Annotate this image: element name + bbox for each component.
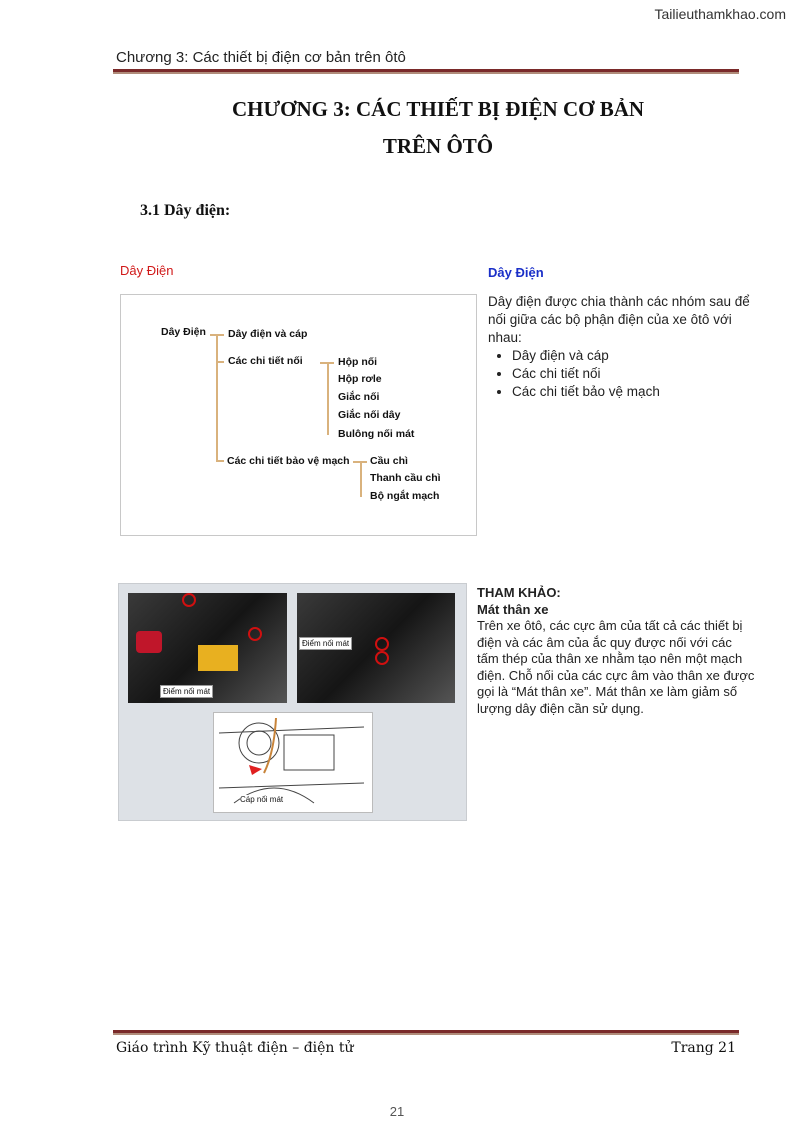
footer-title: Giáo trình Kỹ thuật điện – điện tử [116,1040,354,1056]
tree-line [216,361,224,363]
body-ground-description [477,585,757,717]
tree-node: Thanh cầu chì [370,472,441,484]
chapter-title-line1: CHƯƠNG 3: CÁC THIẾT BỊ ĐIỆN CƠ BẢN [231,97,645,121]
tree-node: Hộp rơle [338,373,382,385]
wire-description [488,264,758,401]
line-drawing-icon [214,713,372,812]
reference-subheading: Mát thân xe [477,601,549,617]
battery-label [198,645,238,671]
reference-text: Trên xe ôtô, các cực âm của tất cả các thiết bị điện và các âm của ắc quy được nối với các tấm thép của thân xe nhằm tạo nên một mạch điện. Chỗ nối của các cực âm vào thân xe được gọi là “Mát thân xe”. Mát thân xe làm giảm số lượng dây điện cần sử dụng. [477,618,755,716]
tree-node: Bulông nối mát [338,428,415,440]
tree-node: Giắc nối dây [338,409,401,421]
tree-line [216,460,224,462]
tree-line [216,334,218,461]
tree-node: Cầu chì [370,455,408,467]
tree-root: Dây Điện [161,326,206,338]
section-heading: 3.1 Dây điện: [140,202,231,219]
tree-node: Bộ ngắt mạch [370,490,440,502]
tree-node: Các chi tiết bảo vệ mạch [227,455,350,467]
photo-label: Điểm nối mát [160,685,213,698]
wire-heading: Dây Điện [488,265,544,280]
reference-heading: THAM KHẢO: [477,585,561,600]
footer-rule [113,1030,739,1035]
photo-label: Điểm nối mát [299,637,352,650]
ground-point-marker [375,651,389,665]
ground-cable-drawing [213,712,373,813]
bullet-item: • Dây điện và cáp [512,347,758,365]
tree-node: Dây điện và cáp [228,328,308,340]
tree-node: Giắc nối [338,391,380,403]
tree-node: Hộp nối [338,356,378,368]
running-header: Chương 3: Các thiết bị điện cơ bản trên ôtô [116,49,406,66]
footer-page: Trang 21 [671,1040,736,1056]
tree-node: Các chi tiết nối [228,355,303,367]
site-watermark: Tailieuthamkhao.com [654,6,786,22]
ground-point-marker [182,593,196,607]
battery-photo [128,593,287,703]
ground-point-marker [248,627,262,641]
bullet-item: • Các chi tiết bảo vệ mạch [512,383,758,401]
ground-point-marker [375,637,389,651]
bullet-item: • Các chi tiết nối [512,365,758,383]
wire-text: Dây điện được chia thành các nhóm sau để nối giữa các bộ phận điện của xe ôtô với nhau: [488,294,750,345]
tree-line [327,362,329,435]
chapter-title-line2: TRÊN ÔTÔ [382,134,494,158]
battery-terminal [136,631,162,653]
diagram-caption: Dây Điện [120,263,174,278]
engine-photo [297,593,455,703]
header-rule [113,69,739,74]
page-number: 21 [389,1104,405,1119]
tree-line [360,461,362,497]
photo-label: Cáp nối mát [240,795,284,804]
